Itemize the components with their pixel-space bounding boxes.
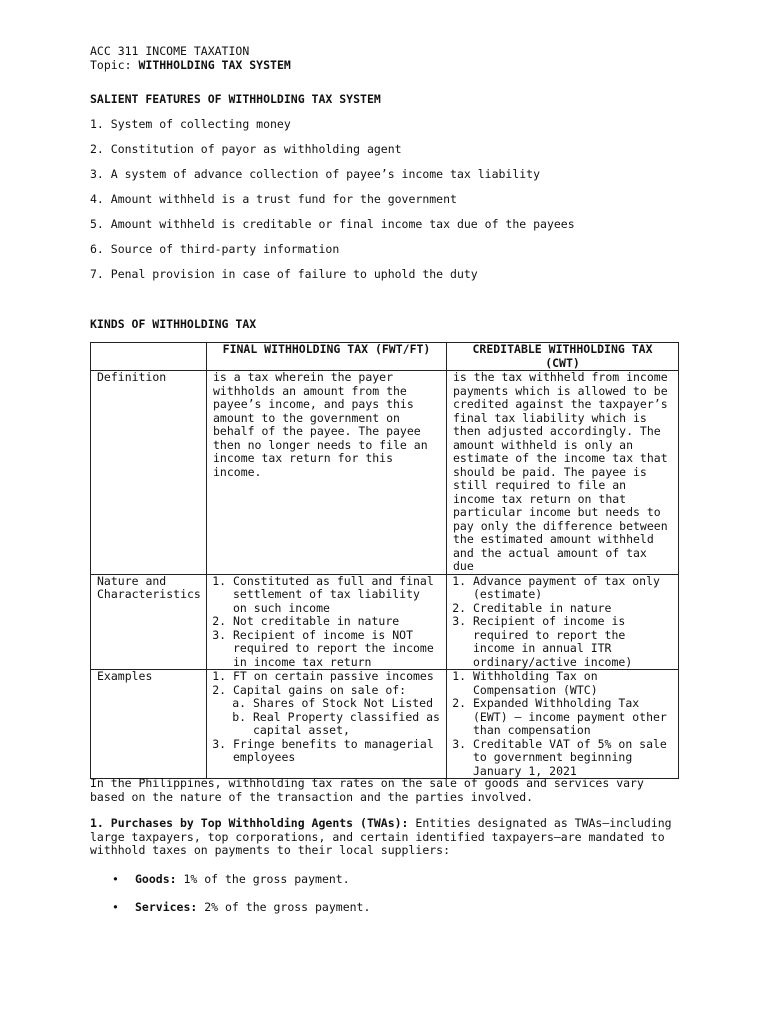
- bullet-services: [112, 901, 370, 915]
- feature-item-1: 1. System of collecting money: [90, 117, 291, 131]
- feature-item-5: 5. Amount withheld is creditable or final income tax due of the payees: [90, 217, 575, 231]
- topic-label: Topic:: [90, 57, 139, 72]
- cwt-nature-item: 1. Advance payment of tax only (estimate): [473, 575, 672, 602]
- feature-item-2: 2. Constitution of payor as withholding agent: [90, 142, 402, 156]
- fwt-nature-item: 3. Recipient of income is NOT required to report the income in income tax return: [233, 629, 440, 670]
- header-cwt: CREDITABLE WITHHOLDING TAX (CWT): [447, 343, 679, 371]
- cwt-nature-cell: [447, 574, 679, 670]
- cwt-definition: is the tax withheld from income payments which is allowed to be credited against the taxpayer’s final tax liability which is then adjusted accordingly. The amount withheld is only an estimate of the income tax that should be paid. The payee is still required to file an income tax return on that particular income but needs to pay only the difference between the estimated amount withheld and the actual amount of tax due: [447, 371, 679, 575]
- kinds-heading: KINDS OF WITHHOLDING TAX: [90, 317, 257, 331]
- withholding-tax-table: [90, 342, 679, 779]
- cwt-nature-item: 3. Recipient of income is required to report the income in annual ITR ordinary/active income): [473, 615, 672, 669]
- header-fwt: FINAL WITHHOLDING TAX (FWT/FT): [207, 343, 447, 371]
- row-label-nature: Nature and Characteristics: [91, 574, 207, 670]
- twa-paragraph: [90, 817, 680, 858]
- row-label-definition: Definition: [91, 371, 207, 575]
- fwt-nature-item: 1. Constituted as full and final settlement of tax liability on such income: [233, 575, 440, 616]
- feature-item-3: 3. A system of advance collection of payee’s income tax liability: [90, 167, 541, 181]
- table-row-examples: [91, 670, 679, 779]
- feature-item-4: 4. Amount withheld is a trust fund for the government: [90, 192, 457, 206]
- fwt-nature-item: 2. Not creditable in nature: [233, 615, 440, 629]
- fwt-nature-cell: [207, 574, 447, 670]
- bullet-dot: •: [112, 900, 119, 914]
- feature-item-6: 6. Source of third-party information: [90, 242, 340, 256]
- topic-title: WITHHOLDING TAX SYSTEM: [138, 57, 291, 72]
- bullet-text: 1% of the gross payment.: [176, 872, 350, 886]
- topic-line: [90, 59, 291, 73]
- bullet-goods: [112, 873, 350, 887]
- twa-text: Entities designated as TWAs—including large taxpayers, top corporations, and certain identified taxpayers—are mandated to withhold taxes on payments to their local suppliers:: [90, 816, 672, 857]
- salient-features-heading: SALIENT FEATURES OF WITHHOLDING TAX SYSTEM: [90, 92, 381, 106]
- intro-paragraph: In the Philippines, withholding tax rates on the sale of goods and services vary based on the nature of the transaction and the parties involved.: [90, 776, 644, 804]
- document-header: [90, 45, 291, 72]
- course-title: ACC 311 INCOME TAXATION: [90, 44, 250, 58]
- bullet-dot: •: [112, 872, 119, 886]
- cwt-example-item: 3. Creditable VAT of 5% on sale to government beginning January 1, 2021: [473, 738, 672, 779]
- fwt-example-text: Capital gains on sale of:: [233, 682, 407, 697]
- fwt-example-subitem: b. Real Property classified as capital asset,: [253, 711, 440, 738]
- cwt-nature-item: 2. Creditable in nature: [473, 602, 672, 616]
- fwt-example-subitem: a. Shares of Stock Not Listed: [253, 697, 440, 711]
- cwt-examples-cell: [447, 670, 679, 779]
- bullet-label: Goods:: [135, 872, 177, 886]
- bullet-label: Services:: [135, 900, 198, 914]
- twa-heading: 1. Purchases by Top Withholding Agents (TWAs):: [90, 816, 409, 830]
- table-row-definition: [91, 371, 679, 575]
- row-label-examples: Examples: [91, 670, 207, 779]
- fwt-examples-cell: [207, 670, 447, 779]
- header-empty: [91, 343, 207, 371]
- table-header-row: [91, 343, 679, 371]
- cwt-example-item: 2. Expanded Withholding Tax (EWT) – income payment other than compensation: [473, 697, 672, 738]
- fwt-example-item: [233, 684, 440, 738]
- fwt-definition: is a tax wherein the payer withholds an amount from the payee’s income, and pays this amount to the government on behalf of the payee. The payee then no longer needs to file an income tax return for this income.: [207, 371, 447, 575]
- cwt-example-item: 1. Withholding Tax on Compensation (WTC): [473, 670, 672, 697]
- fwt-example-item: 1. FT on certain passive incomes: [233, 670, 440, 684]
- table-row-nature: [91, 574, 679, 670]
- fwt-example-item: 3. Fringe benefits to managerial employees: [233, 738, 440, 765]
- feature-item-7: 7. Penal provision in case of failure to uphold the duty: [90, 267, 478, 281]
- bullet-text: 2% of the gross payment.: [197, 900, 371, 914]
